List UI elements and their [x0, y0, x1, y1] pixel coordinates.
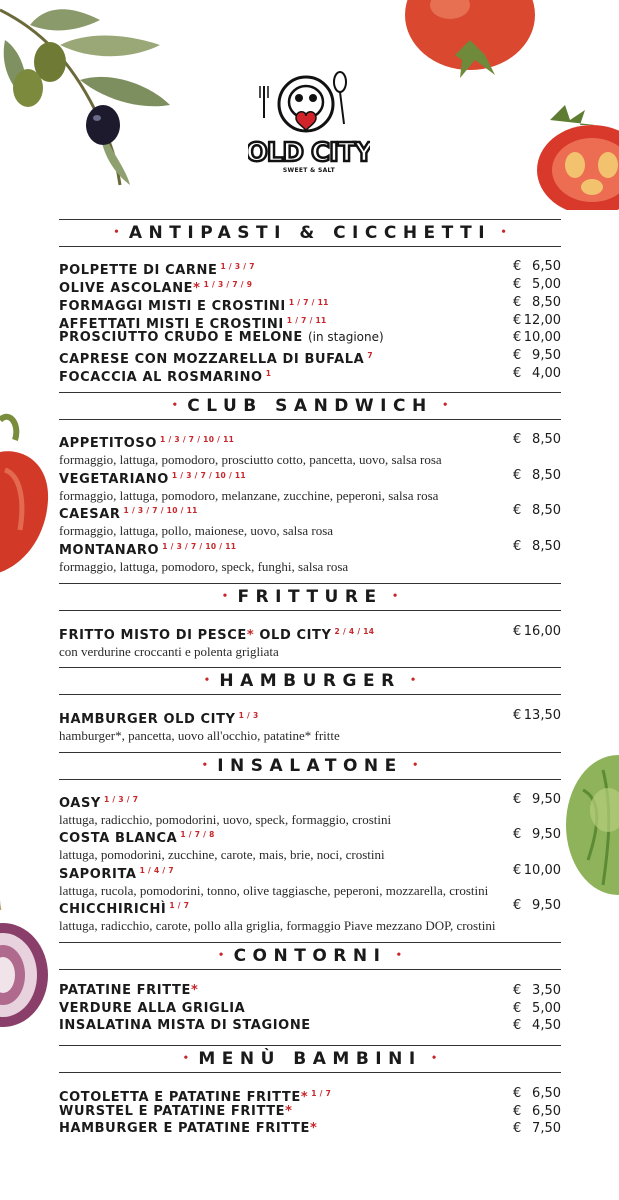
- item-name-text: WURSTEL E PATATINE FRITTE: [59, 1104, 286, 1119]
- menu-item: [59, 826, 561, 863]
- item-name: [59, 826, 561, 847]
- bullet-dot: •: [501, 225, 506, 240]
- allergen-codes: 1 / 3: [238, 711, 259, 720]
- item-name-text: INSALATINA MISTA DI STAGIONE: [59, 1018, 311, 1033]
- item-description: lattuga, radicchio, pomodorini, uovo, speck, formaggio, crostini: [59, 812, 392, 827]
- item-name-text: PROSCIUTTO CRUDO E MELONE: [59, 330, 303, 345]
- price-value: 5,00: [532, 277, 561, 292]
- price-value: 7,50: [532, 1121, 561, 1136]
- frozen-star: *: [309, 1121, 318, 1136]
- item-price: [513, 347, 561, 364]
- price-value: 8,50: [532, 468, 561, 483]
- item-name: [59, 707, 561, 728]
- section-header: [59, 583, 561, 611]
- section-title: ANTIPASTI & CICCHETTI: [128, 223, 492, 243]
- item-price: [513, 502, 561, 519]
- item-description: con verdurine croccanti e polenta grigliata: [59, 644, 279, 659]
- item-price: [513, 1085, 561, 1102]
- currency-symbol: €: [513, 432, 522, 447]
- allergen-codes: 1 / 7 / 8: [180, 830, 215, 839]
- bullet-dot: •: [113, 225, 119, 240]
- bullet-dot: •: [431, 1051, 437, 1066]
- item-description: formaggio, lattuga, pomodoro, melanzane, zucchine, peperoni, salsa rosa: [59, 488, 439, 503]
- item-description: lattuga, radicchio, carote, pollo alla griglia, formaggio Piave mezzano DOP, crostini: [59, 918, 496, 933]
- price-value: 4,50: [532, 1018, 561, 1033]
- menu-item: [59, 538, 561, 575]
- lettuce-icon: [563, 750, 619, 900]
- item-description: formaggio, lattuga, pollo, maionese, uovo, salsa rosa: [59, 523, 334, 538]
- item-name: [59, 791, 561, 812]
- item-name-text: COTOLETTA E PATATINE FRITTE: [59, 1090, 301, 1105]
- item-price: [513, 538, 561, 555]
- bullet-dot: •: [183, 1051, 189, 1066]
- item-name-suffix: OLD CITY: [254, 628, 332, 643]
- allergen-codes: 1 / 7: [169, 901, 190, 910]
- item-name: [59, 1103, 561, 1120]
- price-value: 5,00: [532, 1001, 561, 1016]
- currency-symbol: €: [513, 792, 522, 807]
- item-name: [59, 862, 561, 883]
- price-value: 10,00: [523, 863, 561, 878]
- section-header: [59, 1045, 561, 1073]
- logo: [248, 68, 370, 186]
- allergen-codes: 1 / 3 / 7 / 10 / 11: [162, 542, 237, 551]
- item-name-text: MONTANARO: [59, 543, 160, 558]
- price-value: 16,00: [523, 624, 561, 639]
- currency-symbol: €: [513, 468, 522, 483]
- section-title: FRITTURE: [237, 587, 383, 607]
- item-name-text: APPETITOSO: [59, 436, 158, 451]
- price-value: 9,50: [532, 348, 561, 363]
- item-description: hamburger*, pancetta, uovo all'occhio, patatine* fritte: [59, 728, 340, 743]
- item-name: [59, 1000, 561, 1017]
- price-value: 12,00: [523, 313, 561, 328]
- bullet-dot: •: [222, 589, 228, 604]
- item-name: [59, 365, 561, 386]
- item-price: [513, 431, 561, 448]
- allergen-codes: 1 / 3 / 7: [220, 262, 255, 271]
- logo-tagline: SWEET & SALT: [282, 167, 336, 174]
- price-value: 10,00: [523, 330, 561, 345]
- allergen-codes: 1 / 3 / 7 / 10 / 11: [160, 435, 235, 444]
- item-price: [513, 897, 561, 914]
- currency-symbol: €: [513, 330, 522, 345]
- item-price: [513, 365, 561, 382]
- item-price: [513, 294, 561, 311]
- item-description: formaggio, lattuga, pomodoro, speck, funghi, salsa rosa: [59, 559, 349, 574]
- item-price: [513, 623, 561, 640]
- item-name-text: POLPETTE DI CARNE: [59, 263, 218, 278]
- item-name-text: COSTA BLANCA: [59, 831, 178, 846]
- bullet-dot: •: [442, 398, 448, 413]
- item-name-text: CHICCHIRICHÌ: [59, 902, 167, 917]
- item-price: [513, 982, 561, 999]
- owl-mascot-icon: [248, 68, 370, 168]
- item-name: [59, 1120, 561, 1137]
- bullet-dot: •: [392, 589, 398, 604]
- currency-symbol: €: [513, 1121, 522, 1136]
- item-name: [59, 467, 561, 488]
- red-pepper-icon: [0, 410, 52, 580]
- bullet-dot: •: [202, 758, 208, 773]
- currency-symbol: €: [513, 827, 522, 842]
- price-value: 9,50: [532, 898, 561, 913]
- section-header: [59, 667, 561, 695]
- item-price: [513, 1120, 561, 1137]
- price-value: 8,50: [532, 432, 561, 447]
- allergen-codes: 1 / 7 / 11: [286, 316, 327, 325]
- item-price: [513, 258, 561, 275]
- allergen-codes: 1 / 7 / 11: [288, 298, 329, 307]
- price-value: 8,50: [532, 295, 561, 310]
- currency-symbol: €: [513, 348, 522, 363]
- currency-symbol: €: [513, 503, 522, 518]
- bullet-dot: •: [412, 758, 418, 773]
- menu-item: [59, 365, 561, 386]
- item-price: [513, 1000, 561, 1017]
- frozen-star: *: [285, 1104, 293, 1119]
- menu-item: [59, 982, 561, 999]
- tomato-icon: [400, 0, 540, 80]
- currency-symbol: €: [513, 983, 522, 998]
- frozen-star: *: [193, 281, 201, 296]
- menu-item: [59, 502, 561, 539]
- section-title: INSALATONE: [217, 756, 403, 776]
- item-name: [59, 502, 561, 523]
- item-name-text: SAPORITA: [59, 867, 137, 882]
- red-onion-icon: [0, 880, 50, 1030]
- item-description: lattuga, rucola, pomodorini, tonno, olive taggiasche, peperoni, mozzarella, crostini: [59, 883, 489, 898]
- item-name: [59, 897, 561, 918]
- price-value: 9,50: [532, 827, 561, 842]
- item-price: [513, 312, 561, 329]
- menu-item: [59, 467, 561, 504]
- price-value: 8,50: [532, 539, 561, 554]
- menu-item: [59, 862, 561, 899]
- tomato-half-icon: [530, 95, 619, 210]
- frozen-star: *: [246, 628, 255, 643]
- currency-symbol: €: [513, 1018, 522, 1033]
- bullet-dot: •: [396, 948, 402, 963]
- price-value: 3,50: [532, 983, 561, 998]
- section-title: CONTORNI: [233, 946, 387, 966]
- section-title: CLUB SANDWICH: [187, 396, 433, 416]
- menu-item: [59, 1103, 561, 1120]
- item-name: [59, 1017, 561, 1034]
- frozen-star: *: [190, 983, 199, 998]
- menu-item: [59, 623, 561, 660]
- price-value: 6,50: [532, 1104, 561, 1119]
- allergen-codes: 2 / 4 / 14: [334, 627, 375, 636]
- currency-symbol: €: [513, 539, 522, 554]
- menu-item: [59, 791, 561, 828]
- section-header: [59, 219, 561, 247]
- section-header: [59, 752, 561, 780]
- currency-symbol: €: [513, 898, 522, 913]
- price-value: 6,50: [532, 259, 561, 274]
- allergen-codes: 1 / 4 / 7: [139, 866, 174, 875]
- item-price: [513, 862, 561, 879]
- olive-branch-icon: [0, 0, 180, 190]
- frozen-star: *: [300, 1090, 309, 1105]
- item-name: [59, 538, 561, 559]
- currency-symbol: €: [513, 863, 522, 878]
- currency-symbol: €: [513, 366, 522, 381]
- bullet-dot: •: [204, 673, 210, 688]
- allergen-codes: 1 / 3 / 7 / 10 / 11: [171, 471, 246, 480]
- item-name: [59, 623, 561, 644]
- item-name-text: HAMBURGER E PATATINE FRITTE: [59, 1121, 310, 1136]
- item-name-text: FRITTO MISTO DI PESCE: [59, 628, 247, 643]
- bullet-dot: •: [218, 948, 224, 963]
- bullet-dot: •: [172, 398, 178, 413]
- item-name-text: AFFETTATI MISTI E CROSTINI: [59, 317, 284, 332]
- currency-symbol: €: [513, 1001, 522, 1016]
- item-name-text: OLIVE ASCOLANE: [59, 281, 194, 296]
- currency-symbol: €: [513, 277, 522, 292]
- currency-symbol: €: [513, 708, 522, 723]
- item-price: [513, 791, 561, 808]
- menu-item: [59, 897, 561, 934]
- item-name-text: HAMBURGER OLD CITY: [59, 712, 236, 727]
- item-price: [513, 329, 561, 346]
- item-name-text: FOCACCIA AL ROSMARINO: [59, 370, 263, 385]
- allergen-codes: 1 / 7: [311, 1089, 332, 1098]
- currency-symbol: €: [513, 624, 522, 639]
- menu-item: [59, 329, 561, 346]
- menu-item: [59, 1120, 561, 1137]
- price-value: 4,00: [532, 366, 561, 381]
- item-price: [513, 1103, 561, 1120]
- item-description: lattuga, pomodorini, zucchine, carote, mais, brie, noci, crostini: [59, 847, 385, 862]
- section-title: MENÙ BAMBINI: [198, 1049, 422, 1069]
- allergen-codes: 1: [265, 369, 272, 378]
- item-name-text: OASY: [59, 796, 101, 811]
- currency-symbol: €: [513, 259, 522, 274]
- allergen-codes: 1 / 3 / 7: [103, 795, 139, 804]
- allergen-codes: 7: [367, 351, 373, 360]
- item-name-text: VEGETARIANO: [59, 472, 169, 487]
- item-name-text: CAPRESE CON MOZZARELLA DI BUFALA: [59, 352, 365, 367]
- item-name: [59, 329, 561, 346]
- item-price: [513, 707, 561, 724]
- item-price: [513, 826, 561, 843]
- price-value: 6,50: [532, 1086, 561, 1101]
- allergen-codes: 1 / 3 / 7 / 10 / 11: [123, 506, 198, 515]
- item-price: [513, 1017, 561, 1034]
- menu-item: [59, 1000, 561, 1017]
- currency-symbol: €: [513, 1086, 522, 1101]
- section-header: [59, 942, 561, 970]
- item-name: [59, 982, 561, 999]
- logo-wordmark: OLD CITY: [248, 138, 370, 168]
- menu-item: [59, 431, 561, 468]
- allergen-codes: 1 / 3 / 7 / 9: [203, 280, 253, 289]
- item-price: [513, 276, 561, 293]
- item-name-text: VERDURE ALLA GRIGLIA: [59, 1001, 246, 1016]
- item-price: [513, 467, 561, 484]
- menu-item: [59, 1017, 561, 1034]
- item-name: [59, 431, 561, 452]
- bullet-dot: •: [410, 673, 416, 688]
- item-note: (in stagione): [307, 330, 384, 344]
- price-value: 13,50: [523, 708, 561, 723]
- item-description: formaggio, lattuga, pomodoro, prosciutto cotto, pancetta, uovo, salsa rosa: [59, 452, 442, 467]
- menu-item: [59, 707, 561, 744]
- section-title: HAMBURGER: [219, 671, 401, 691]
- item-name-text: PATATINE FRITTE: [59, 983, 191, 998]
- currency-symbol: €: [513, 1104, 522, 1119]
- price-value: 9,50: [532, 792, 561, 807]
- currency-symbol: €: [513, 295, 522, 310]
- currency-symbol: €: [513, 313, 522, 328]
- price-value: 8,50: [532, 503, 561, 518]
- item-name-text: CAESAR: [59, 507, 121, 522]
- section-header: [59, 392, 561, 420]
- item-name-text: FORMAGGI MISTI E CROSTINI: [59, 299, 286, 314]
